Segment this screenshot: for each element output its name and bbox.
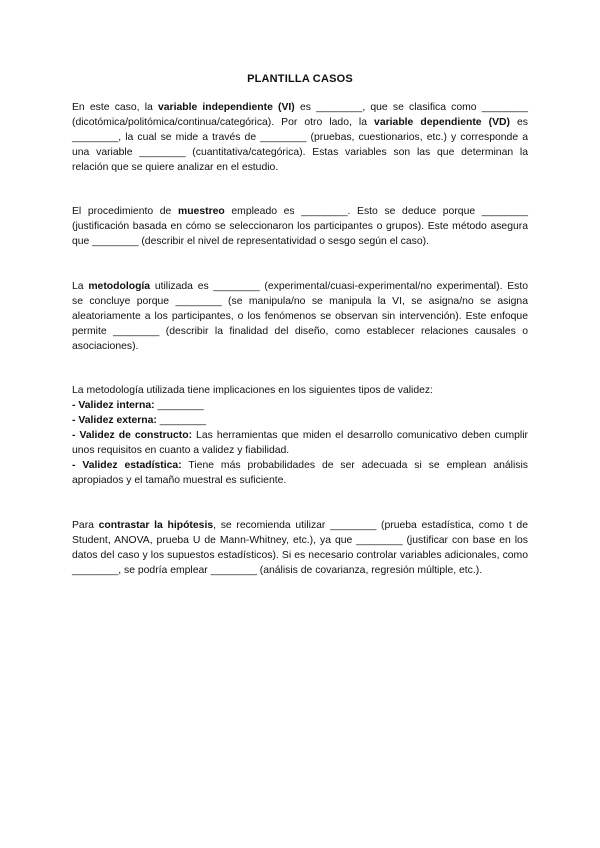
text-run: Tiene más probabilidades de ser adecuada si se emplean análisis apropiados y el tamaño muestral es suficiente. (72, 460, 529, 486)
bold-term: variable independiente (VI) (157, 102, 295, 113)
validity-external (72, 413, 528, 428)
bold-term: - Validez externa: (72, 415, 157, 426)
paragraph-sampling (72, 204, 528, 249)
text-run: Para (72, 520, 99, 531)
text-run: utilizada es ________ (experimental/cuasi-experimental/no experimental). Esto se concluye porque ________ (se manipula/no se manipula la VI, se asigna/no se asigna aleatoriamente a los participantes, o los fenómenos se observan sin intervención). Este enfoque permite ________ (describir la finalidad del diseño, como establecer relaciones causales o asociaciones). (72, 281, 528, 352)
bold-term: muestreo (177, 206, 225, 217)
text-run: es ________, que se clasifica como ________ (dicotómica/politómica/continua/categórica). Por otro lado, la (72, 102, 528, 128)
text-run: ________ (156, 415, 207, 426)
text-run: Las herramientas que miden el desarrollo comunicativo deben cumplir unos requisitos en cuanto a validez y fiabilidad. (72, 430, 528, 456)
validity-statistical (72, 458, 528, 488)
validity-intro: La metodología utilizada tiene implicaciones en los siguientes tipos de validez: (72, 385, 434, 396)
validity-internal (72, 398, 528, 413)
bold-term: metodología (88, 281, 151, 292)
document-page (72, 72, 528, 578)
paragraph-variables (72, 100, 528, 175)
text-run: es ________, la cual se mide a través de ________ (pruebas, cuestionarios, etc.) y corresponde a una variable ________ (cuantitativa/categórica). Estas variables son las que determinan la relación que se quiere analizar en el estudio. (72, 117, 528, 173)
bold-term: - Validez interna: (72, 400, 155, 411)
bold-term: - Validez estadística: (72, 460, 182, 471)
paragraph-methodology (72, 279, 528, 354)
document-title: PLANTILLA CASOS (247, 73, 353, 85)
validity-construct (72, 428, 528, 458)
text-run: El procedimiento de (72, 206, 178, 217)
text-run: ________ (154, 400, 204, 411)
text-run: , se recomienda utilizar ________ (prueba estadística, como t de Student, ANOVA, prueba U de Mann-Whitney, etc.), ya que ________ (justificar con base en los datos del caso y los supuestos estadísticos). Si es necesario controlar variables adicionales, como ________, se podría emplear ________ (análisis de covarianza, regresión múltiple, etc.). (72, 520, 528, 576)
text-run: empleado es ________. Esto se deduce porque ________ (justificación basada en cómo se seleccionaron los participantes o grupos). Este método asegura que ________ (describir el nivel de representatividad o sesgo según el caso). (72, 206, 528, 247)
bold-term: - Validez de constructo: (72, 430, 193, 441)
bold-term: contrastar la hipótesis (98, 520, 214, 531)
text-run: La (72, 281, 89, 292)
paragraph-hypothesis (72, 518, 528, 578)
text-run: En este caso, la (72, 102, 158, 113)
validity-section (72, 383, 528, 488)
bold-term: variable dependiente (VD) (374, 117, 510, 128)
